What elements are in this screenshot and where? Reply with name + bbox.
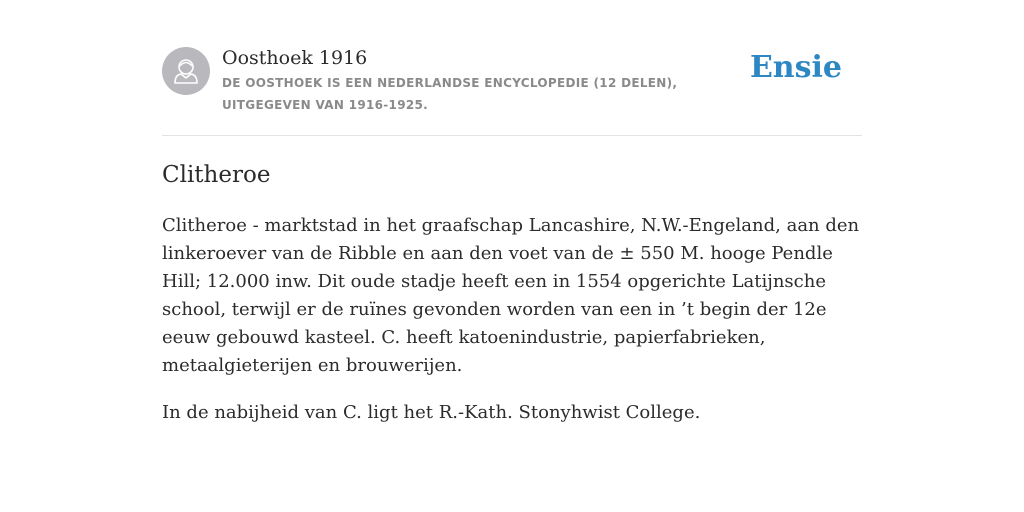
source-description: DE OOSTHOEK IS EEN NEDERLANDSE ENCYCLOPEDIE (12 DELEN), UITGEGEVEN VAN 1916-1925. (222, 76, 678, 112)
article-title: Clitheroe (162, 162, 271, 188)
article-body (162, 212, 864, 446)
article-paragraph: Clitheroe - marktstad in het graafschap Lancashire, N.W.-Engeland, aan den linkeroever van de Ribble en aan den voet van de ± 550 M. hooge Pendle Hill; 12.000 inw. Dit oude stadje heeft een in 1554 opgerichte Latijnsche school, terwijl er de ruïnes gevonden worden van een in ’t begin der 12e eeuw gebouwd kasteel. C. heeft katoenindustrie, papierfabrieken, metaalgieterijen en brouwerijen. (162, 215, 860, 376)
article-paragraph: In de nabijheid van C. ligt het R.-Kath. Stonyhwist College. (162, 402, 701, 423)
article-page (162, 0, 862, 423)
source-avatar[interactable] (162, 47, 210, 95)
ensie-logo-link[interactable]: Ensie (749, 50, 842, 85)
user-silhouette-icon (162, 47, 210, 95)
source-header (162, 0, 862, 136)
source-name[interactable]: Oosthoek 1916 (222, 47, 368, 69)
